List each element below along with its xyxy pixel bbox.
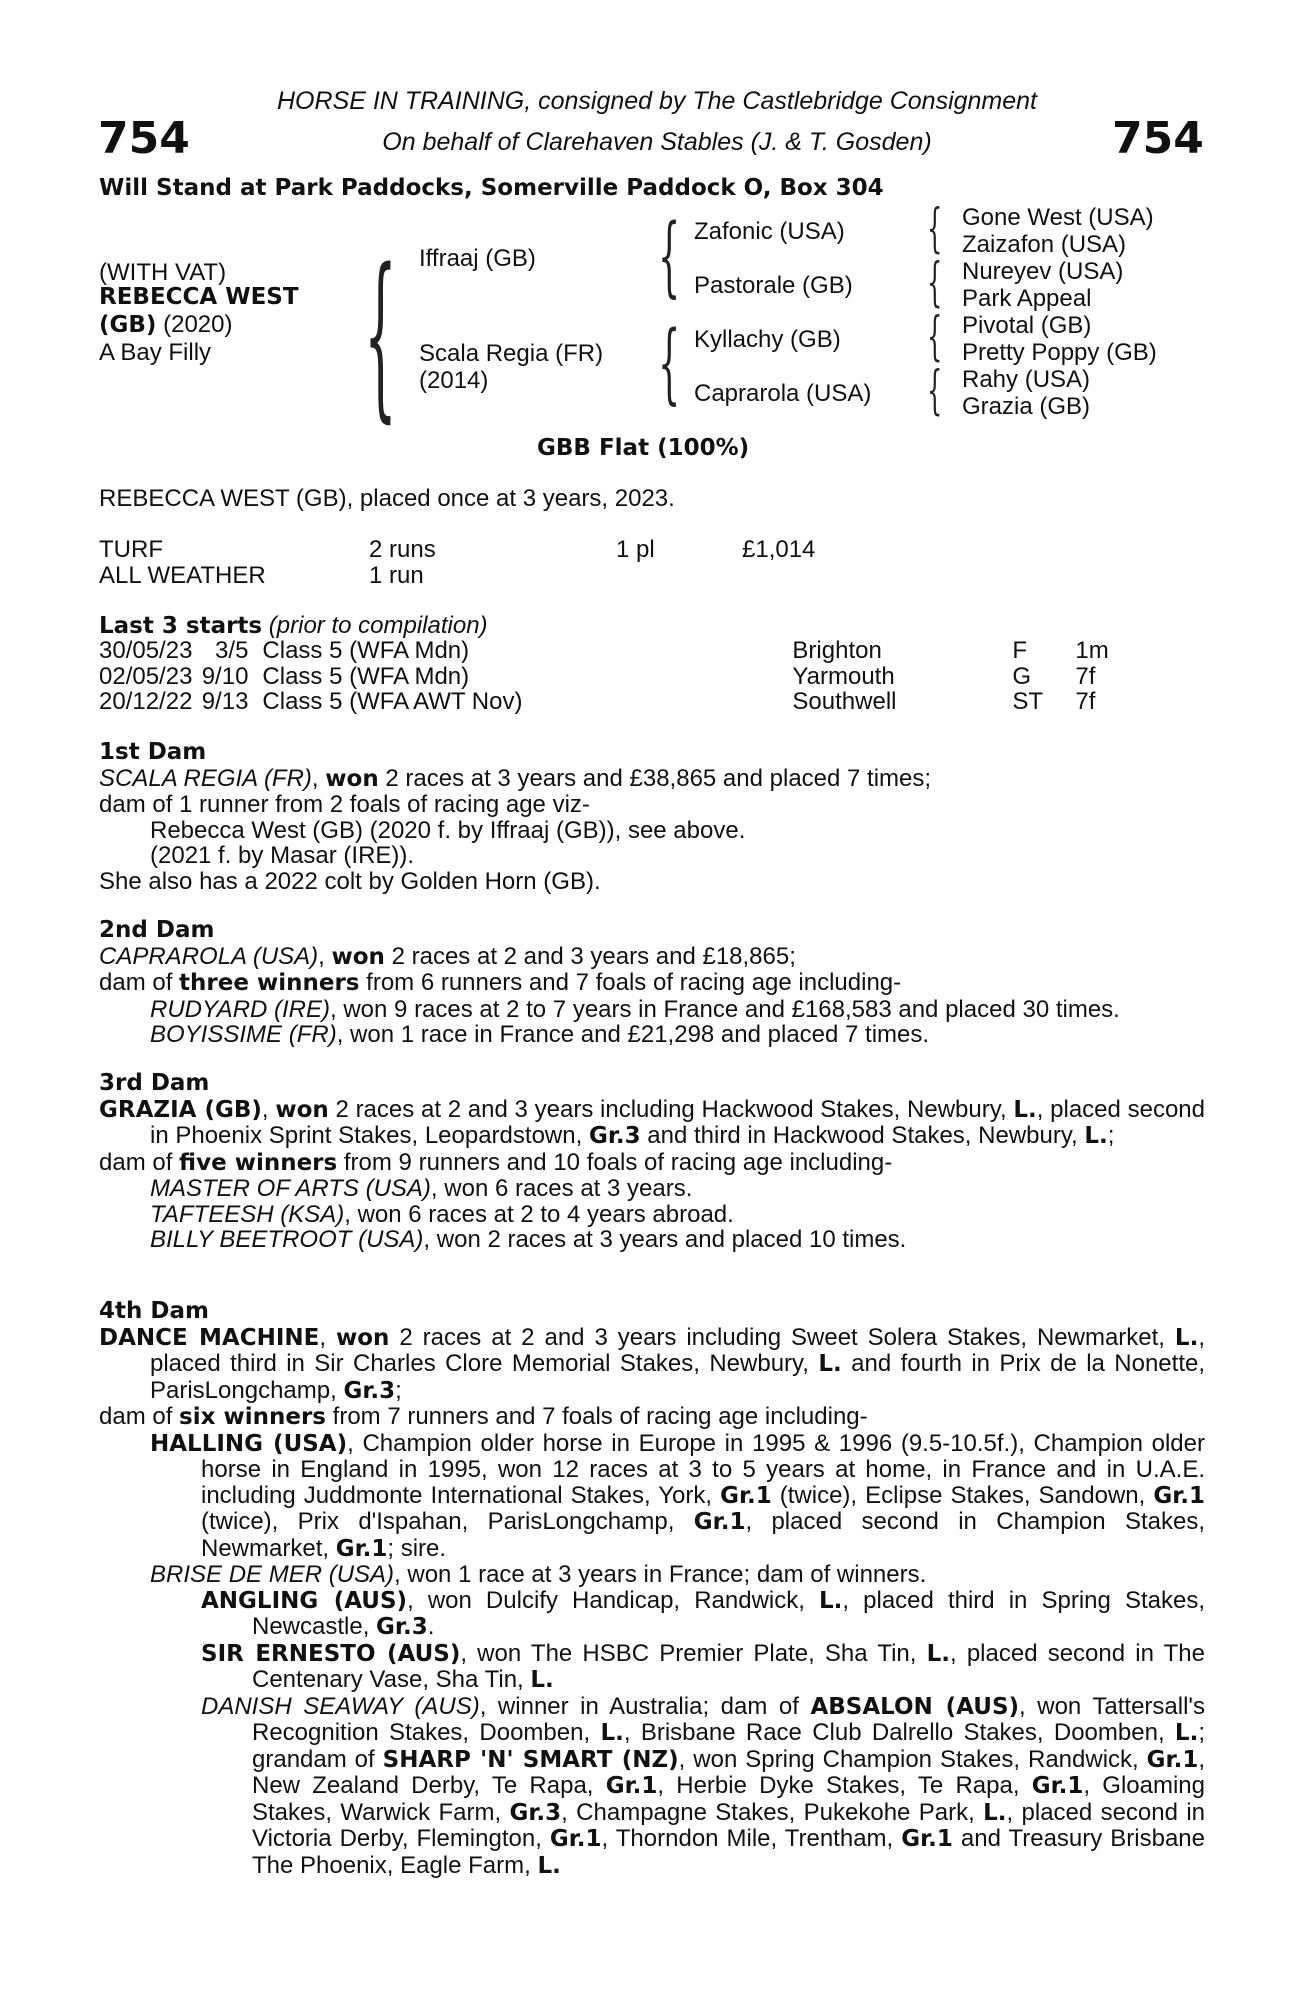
text: dam of: [99, 1148, 180, 1176]
third-dam-line: GRAZIA (GB), won 2 races at 2 and 3 years including Hackwood Stakes, Newbury, L., placed second in Phoenix Sprint Stakes, Leopardstown, Gr.3 and third in Hackwood Stakes, Newbury, L.;: [99, 1095, 1205, 1149]
offspring-name: BRISE DE MER (USA): [150, 1561, 395, 1588]
offspring-name: SHARP 'N' SMART (NZ): [382, 1746, 679, 1773]
text: and fourth in Prix de la Nonette, ParisLongchamp,: [150, 1350, 1206, 1404]
offspring-record: , won 1 race at 3 years in France; dam of winners.: [394, 1561, 927, 1588]
text: dam of: [99, 1403, 180, 1430]
text: , Brisbane Race Club Dalrello Stakes, Doomben,: [623, 1719, 1175, 1746]
start-distance: 7f: [1075, 688, 1096, 715]
group-mark: Gr.1: [693, 1509, 746, 1535]
pedigree-dam-sire: Kyllachy (GB): [694, 326, 841, 353]
pedigree-dam-year: (2014): [419, 367, 489, 394]
pedigree-g3-7: Rahy (USA): [962, 366, 1091, 393]
group-mark: Gr.3: [588, 1123, 641, 1149]
text: , placed second in Champion Stakes, Newmarket,: [201, 1508, 1205, 1562]
second-dam-section: [99, 918, 1205, 1048]
fourth-dam-section: [99, 1299, 1205, 1879]
second-dam-offspring-2: [99, 1022, 1205, 1048]
consignment-line: HORSE IN TRAINING, consigned by The Castlebridge Consignment: [276, 87, 1038, 115]
third-dam-produce: [99, 1150, 1205, 1177]
start-course: Southwell: [792, 688, 897, 715]
group-mark: Gr.3: [343, 1377, 396, 1404]
first-dam-heading: 1st Dam: [99, 739, 207, 765]
starts-table: [99, 638, 1109, 715]
text: , Gloaming Stakes, Warwick Farm,: [252, 1772, 1205, 1826]
pedigree-g3-6: Pretty Poppy (GB): [962, 339, 1157, 366]
brace-g3-3: {: [927, 306, 943, 368]
offspring-name: TAFTEESH (KSA): [150, 1200, 345, 1228]
text: 2 races at 2 and 3 years including Sweet Solera Stakes, Newmarket,: [389, 1323, 1175, 1351]
start-race: Class 5 (WFA Mdn): [262, 662, 470, 690]
last-starts-heading: [99, 613, 488, 640]
offspring-name: ABSALON (AUS): [810, 1693, 1020, 1720]
start-race: Class 5 (WFA AWT Nov): [262, 688, 523, 715]
horse-description: A Bay Filly: [99, 339, 212, 366]
group-mark: Gr.1: [335, 1535, 388, 1562]
third-dam-offspring-3: [99, 1227, 1205, 1253]
text: , Thorndon Mile, Trentham,: [601, 1825, 902, 1852]
first-dam-foal-1: Rebecca West (GB) (2020 f. by Iffraaj (GB)), see above.: [150, 816, 746, 844]
start-row: [99, 689, 1109, 715]
stand-location: Will Stand at Park Paddocks, Somerville Paddock O, Box 304: [99, 175, 884, 201]
pedigree-g3-5: Pivotal (GB): [962, 312, 1092, 339]
listed-mark: L.: [530, 1667, 554, 1693]
text: (twice), Eclipse Stakes, Sandown,: [771, 1481, 1154, 1509]
second-dam-line: CAPRAROLA (USA), won 2 races at 2 and 3 years and £18,865;: [99, 942, 796, 970]
start-date: 02/05/23: [99, 662, 193, 690]
text: , winner in Australia; dam of: [479, 1692, 811, 1720]
text: , placed second in Phoenix Sprint Stakes, Leopardstown,: [150, 1095, 1205, 1149]
listed-mark: L.: [926, 1640, 951, 1667]
brace-sire-dam: {: [364, 232, 397, 440]
text: ; sire.: [387, 1534, 447, 1562]
first-dam-record: 2 races at 3 years and £38,865 and placed 7 times;: [378, 764, 932, 792]
text: from 7 runners and 7 foals of racing age including-: [325, 1403, 868, 1430]
listed-mark: L.: [818, 1351, 842, 1377]
text: from 9 runners and 10 foals of racing age including-: [337, 1148, 893, 1176]
halling-entry: [99, 1431, 1205, 1563]
start-course: Yarmouth: [792, 662, 895, 690]
listed-mark: L.: [818, 1587, 843, 1614]
brace-g3-2: {: [927, 252, 943, 314]
won-label: won: [335, 1324, 390, 1351]
horse-year: (2020): [163, 311, 233, 338]
text: , Champion older horse in Europe in 1995 & 1996 (9.5-10.5f.), Champion older horse in England in 1995, won 12 races at 3 to 5 years at home, in France and in U.A.E. including Juddmonte International Stakes, York,: [201, 1429, 1205, 1509]
on-behalf-line: On behalf of Clarehaven Stables (J. & T. Gosden): [382, 128, 932, 156]
offspring-name: BILLY BEETROOT (USA): [150, 1226, 424, 1253]
offspring-name: MASTER OF ARTS (USA): [150, 1175, 431, 1202]
text: , placed second in The Centenary Vase, Sha Tin,: [252, 1639, 1205, 1693]
race-summary: REBECCA WEST (GB), placed once at 3 years, 2023.: [99, 485, 675, 512]
offspring-record: , won 6 races at 3 years.: [430, 1175, 693, 1202]
start-race: Class 5 (WFA Mdn): [262, 637, 470, 664]
text: and Treasury Brisbane The Phoenix, Eagle Farm,: [252, 1825, 1205, 1879]
listed-mark: L.: [1013, 1096, 1037, 1123]
aw-runs: 1 run: [369, 562, 424, 589]
text: from 6 runners and 7 foals of racing age including-: [359, 969, 902, 996]
ernesto-entry: [99, 1641, 1205, 1694]
turf-placed: 1 pl: [616, 536, 655, 563]
first-dam-line: SCALA REGIA (FR), won 2 races at 3 years and £38,865 and placed 7 times;: [99, 764, 932, 792]
winners-count: three winners: [179, 970, 360, 996]
text: , won Dulcify Handicap, Randwick,: [407, 1586, 819, 1614]
won-label: won: [275, 1096, 329, 1123]
start-date: 30/05/23: [99, 637, 193, 664]
listed-mark: L.: [983, 1799, 1007, 1826]
group-mark: Gr.3: [509, 1799, 562, 1826]
offspring-name: BOYISSIME (FR): [150, 1021, 337, 1048]
winners-count: six winners: [179, 1404, 326, 1430]
start-row: [99, 664, 1109, 690]
pedigree-g3-1: Gone West (USA): [962, 204, 1154, 231]
pedigree-g3-2: Zaizafon (USA): [962, 231, 1127, 258]
brace-g3-1: {: [927, 198, 943, 260]
text: , New Zealand Derby, Te Rapa,: [252, 1745, 1206, 1799]
text: 2 races at 2 and 3 years including Hackwood Stakes, Newbury,: [328, 1095, 1014, 1123]
start-position: 3/5: [215, 637, 249, 664]
start-distance: 1m: [1075, 637, 1109, 664]
third-dam-section: [99, 1071, 1205, 1253]
group-mark: Gr.1: [1153, 1482, 1205, 1509]
group-mark: Gr.1: [720, 1482, 772, 1509]
winners-count: five winners: [179, 1149, 338, 1176]
turf-label: TURF: [99, 536, 163, 563]
start-going: G: [1012, 662, 1032, 690]
third-dam-heading: 3rd Dam: [99, 1070, 210, 1096]
gbb-rating: GBB Flat (100%): [537, 435, 750, 461]
text: , won Tattersall's Recognition Stakes, Doomben,: [252, 1692, 1205, 1746]
third-dam-offspring-2: [99, 1202, 1205, 1228]
text: ;: [395, 1376, 402, 1404]
last-starts-note: (prior to compilation): [268, 612, 488, 639]
start-row: [99, 638, 1109, 664]
fourth-dam-produce: [99, 1404, 1205, 1431]
text: dam of: [99, 969, 180, 996]
pedigree-g3-8: Grazia (GB): [962, 393, 1091, 420]
last-starts-title: Last 3 starts: [99, 613, 263, 639]
text: , Herbie Dyke Stakes, Te Rapa,: [657, 1772, 1032, 1799]
text: ;: [1107, 1122, 1115, 1149]
vat-note: (WITH VAT): [99, 259, 227, 286]
lot-number-right: 754: [1112, 113, 1204, 164]
start-course: Brighton: [792, 637, 882, 664]
danish-seaway-entry: [99, 1694, 1205, 1880]
text: , Champagne Stakes, Pukekohe Park,: [561, 1798, 984, 1826]
pedigree-dam-dam: Caprarola (USA): [694, 380, 872, 407]
text: , won The HSBC Premier Plate, Sha Tin,: [460, 1639, 927, 1667]
offspring-record: , won 9 races at 2 to 7 years in France and £168,583 and placed 30 times.: [330, 995, 1120, 1023]
text: , placed second in Victoria Derby, Flemington,: [252, 1798, 1205, 1852]
text: ; grandam of: [252, 1719, 1205, 1773]
group-mark: Gr.1: [1031, 1773, 1084, 1799]
brace-g3-4: {: [927, 360, 943, 422]
pedigree-sire-dam: Pastorale (GB): [694, 272, 853, 299]
second-dam-name: CAPRAROLA (USA): [99, 942, 319, 970]
offspring-record: , won 6 races at 2 to 4 years abroad.: [344, 1200, 734, 1228]
start-distance: 7f: [1075, 662, 1096, 690]
pedigree-sire: Iffraaj (GB): [419, 245, 536, 272]
offspring-name: HALLING (USA): [150, 1430, 348, 1457]
horse-name: REBECCA WEST: [99, 284, 299, 310]
first-dam-name: SCALA REGIA (FR): [99, 764, 312, 792]
group-mark: Gr.1: [549, 1826, 602, 1852]
second-dam-record: 2 races at 2 and 3 years and £18,865;: [384, 942, 796, 970]
offspring-name: SIR ERNESTO (AUS): [201, 1640, 461, 1667]
offspring-name: DANISH SEAWAY (AUS): [201, 1692, 480, 1720]
fourth-dam-line: DANCE MACHINE, won 2 races at 2 and 3 years including Sweet Solera Stakes, Newmarket, L., placed third in Sir Charles Clore Memorial Stakes, Newbury, L. and fourth in Prix de la Nonette, ParisLongchamp, Gr.3;: [99, 1323, 1206, 1404]
fourth-dam-name: DANCE MACHINE: [99, 1324, 320, 1351]
start-date: 20/12/22: [99, 688, 193, 715]
pedigree-g3-3: Nureyev (USA): [962, 258, 1124, 285]
aw-label: ALL WEATHER: [99, 562, 266, 589]
pedigree-dam: Scala Regia (FR): [419, 340, 604, 367]
text: , placed third in Sir Charles Clore Memorial Stakes, Newbury,: [150, 1323, 1205, 1377]
text: , won Spring Champion Stakes, Randwick,: [678, 1745, 1147, 1773]
turf-prize: £1,014: [742, 536, 816, 563]
first-dam-produce-intro: dam of 1 runner from 2 foals of racing age viz-: [99, 791, 590, 818]
third-dam-offspring-1: [99, 1176, 1205, 1202]
text: and third in Hackwood Stakes, Newbury,: [640, 1122, 1085, 1149]
offspring-name: RUDYARD (IRE): [150, 995, 331, 1023]
start-going: F: [1012, 637, 1028, 664]
listed-mark: L.: [1174, 1720, 1199, 1746]
group-mark: Gr.3: [376, 1614, 428, 1640]
group-mark: Gr.1: [605, 1773, 658, 1799]
horse-country-year: [99, 312, 232, 339]
text: .: [427, 1613, 435, 1640]
won-label: won: [325, 765, 379, 792]
horse-country: (GB): [99, 312, 157, 338]
group-mark: Gr.1: [901, 1826, 953, 1852]
first-dam-foal-2: (2021 f. by Masar (IRE)).: [150, 842, 415, 869]
fourth-dam-heading: 4th Dam: [99, 1298, 209, 1324]
third-dam-name: GRAZIA (GB): [99, 1096, 262, 1123]
offspring-name: ANGLING (AUS): [201, 1587, 408, 1614]
brace-sire: {: [658, 204, 681, 307]
second-dam-heading: 2nd Dam: [99, 917, 215, 943]
pedigree-sire-sire: Zafonic (USA): [694, 218, 845, 245]
second-dam-produce: [99, 970, 1205, 997]
first-dam-note: She also has a 2022 colt by Golden Horn (GB).: [99, 867, 601, 895]
offspring-record: , won 2 races at 3 years and placed 10 times.: [423, 1226, 907, 1253]
angling-entry: [99, 1588, 1205, 1641]
text: , placed third in Spring Stakes, Newcastle,: [252, 1586, 1205, 1640]
pedigree-g3-4: Park Appeal: [962, 285, 1092, 312]
won-label: won: [331, 943, 385, 970]
brace-dam: {: [658, 311, 681, 414]
text: (twice), Prix d'Ispahan, ParisLongchamp,: [201, 1508, 694, 1535]
brise-entry: [99, 1562, 1205, 1588]
group-mark: Gr.1: [1146, 1746, 1199, 1773]
lot-number-left: 754: [98, 113, 190, 164]
listed-mark: L.: [537, 1852, 561, 1879]
turf-runs: 2 runs: [369, 536, 436, 563]
offspring-record: , won 1 race in France and £21,298 and placed 7 times.: [336, 1021, 930, 1048]
second-dam-offspring-1: [99, 997, 1205, 1023]
listed-mark: L.: [1084, 1123, 1108, 1149]
listed-mark: L.: [600, 1720, 624, 1746]
start-position: 9/10: [201, 662, 249, 690]
first-dam-section: [99, 740, 1205, 894]
listed-mark: L.: [1174, 1324, 1199, 1351]
start-position: 9/13: [201, 688, 249, 715]
start-going: ST: [1012, 688, 1044, 715]
